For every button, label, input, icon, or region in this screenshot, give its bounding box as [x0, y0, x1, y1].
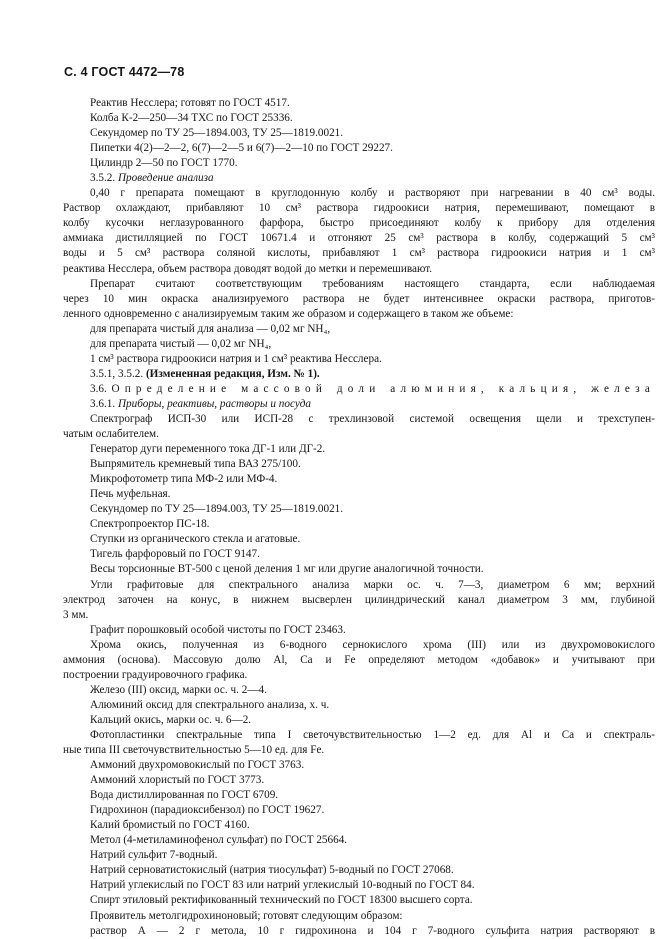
text-line: для препарата чистый — 0,02 мг NH₄,	[90, 337, 272, 350]
text-line: Тигель фарфоровый по ГОСТ 9147.	[90, 548, 260, 561]
text-line: Аммоний хлористый по ГОСТ 3773.	[90, 774, 265, 787]
section-subtitle: Проведение анализа	[117, 172, 214, 185]
text-line: Реактив Несслера; готовят по ГОСТ 4517.	[90, 97, 290, 109]
text-line: Весы торсионные ВТ-500 с ценой деления 1 мг или другие аналогичной точности.	[90, 563, 484, 576]
text-line: Угли графитовые для спектрального анализа марки ос. ч. 7—3, диаметром 6 мм; верхний	[90, 578, 655, 591]
text-line: аммония (основа). Массовую долю Al, Са и Fe определяют методом «добавок» и учитывают при	[63, 653, 655, 666]
text-line: Натрий серноватистокислый (натрия тиосульфат) 5-водный по ГОСТ 27068.	[90, 864, 454, 877]
text-line: через 10 мин окраска анализируемого раствора не будет интенсивнее окраски раствора, приготов-	[63, 292, 655, 305]
text-line: 1 см³ раствора гидроокиси натрия и 1 см³ реактива Несслера.	[90, 352, 382, 365]
page-header: С. 4 ГОСТ 4472—78	[64, 65, 185, 79]
text-line: ные типа III светочувствительностью 5—10 ед. для Fe.	[63, 744, 325, 757]
text-line: Колба К-2—250—34 ТХС по ГОСТ 25336.	[90, 112, 293, 125]
text-line: Натрий сульфит 7-водный.	[90, 849, 218, 862]
text-line: 0,40 г препарата помещают в круглодонную колбу и растворяют при нагревании в 40 см³ воды.	[90, 187, 655, 200]
text-line: Фотопластинки спектральные типа I светочувствительностью 1—2 ед. для Al и Са и спектраль-	[90, 728, 655, 741]
text-line: Секундомер по ТУ 25—1894.003, ТУ 25—1819.0021.	[90, 503, 344, 516]
text-line: Железо (III) оксид, марки ос. ч. 2—4.	[90, 683, 267, 696]
text-line: Микрофотометр типа МФ-2 или МФ-4.	[90, 473, 278, 486]
text-line: Метол (4-метиламинофенол сульфат) по ГОСТ 25664.	[90, 834, 348, 847]
text-line: для препарата чистый для анализа — 0,02 мг NH₄,	[90, 322, 331, 335]
text-line: Аммоний двухромовокислый по ГОСТ 3763.	[90, 759, 305, 772]
text-line: Генератор дуги переменного тока ДГ-1 или ДГ-2.	[90, 443, 326, 456]
text-line: ленного одновременно с анализируемым таким же образом и содержащего в таком же объеме:	[63, 307, 514, 320]
text-line: Секундомер по ТУ 25—1894.003, ТУ 25—1819.0021.	[90, 127, 344, 140]
text-line: Натрий углекислый по ГОСТ 83 или натрий углекислый 10-водный по ГОСТ 84.	[90, 879, 475, 892]
text-line: Выпрямитель кремневый типа ВАЗ 275/100.	[90, 458, 301, 471]
text-line: Алюминий оксид для спектрального анализа, х. ч.	[90, 698, 330, 711]
text-line: колбу кусочки неглазурованного фарфора, быстро присоединяют колбу к прибору для отделения	[63, 217, 655, 230]
text-line: 3.6.1. Приборы, реактивы, растворы и посуда	[90, 397, 312, 410]
text-line: электрод заточен на конус, в нижнем высверлен цилиндрический канал диаметром 3 мм, глубиной	[63, 593, 655, 606]
text-line: построении градуировочного графика.	[63, 668, 248, 681]
text-line: Препарат считают соответствующим требованиям настоящего стандарта, если наблюдаемая	[90, 277, 655, 290]
text-line: Кальций окись, марки ос. ч. 6—2.	[90, 713, 252, 726]
text-line: Вода дистиллированная по ГОСТ 6709.	[90, 789, 279, 802]
text-line: 3.5.1, 3.5.2. (Измененная редакция, Изм. № 1).	[90, 367, 320, 380]
text-line: воды и 5 см³ раствора соляной кислоты, прибавляют 1 см³ раствора гидроокиси натрия и 1 см³	[63, 247, 655, 260]
text-line: Спектропроектор ПС-18.	[90, 518, 210, 531]
section-subtitle: Приборы, реактивы, растворы и посуда	[117, 397, 312, 410]
section-title: Определение массовой доли алюминия, кальция, железа	[111, 382, 656, 395]
text-line: реактива Несслера, объем раствора доводят водой до метки и перемешивают.	[63, 262, 433, 275]
text-line: Спектрограф ИСП-30 или ИСП-28 с трехлинзовой системой освещения щели и трехступен-	[90, 412, 655, 425]
text-line: Гидрохинон (парадиоксибензол) по ГОСТ 19627.	[90, 804, 325, 817]
text-line: Спирт этиловый ректификованный технический по ГОСТ 18300 высшего сорта.	[90, 894, 473, 907]
text-line: Печь муфельная.	[90, 488, 171, 501]
text-line: Цилиндр 2—50 по ГОСТ 1770.	[90, 157, 238, 170]
text-line: Ступки из органического стекла и агатовые.	[90, 533, 301, 546]
text-line: 3.5.2. Проведение анализа	[90, 172, 214, 185]
text-line: Графит порошковый особой чистоты по ГОСТ 23463.	[90, 623, 346, 636]
document-body	[63, 96, 655, 939]
text-line: Проявитель метолгидрохиноновый; готовят следующим образом:	[90, 909, 403, 922]
text-line: чатым ослабителем.	[63, 428, 159, 441]
text-line: Раствор охлаждают, прибавляют 10 см³ раствора гидроокиси натрия, перемешивают, помещают в	[63, 202, 655, 215]
text-line: 3.6. Определение массовой доли алюминия, кальция, железа	[90, 382, 656, 395]
revision-note: (Измененная редакция, Изм. № 1).	[145, 367, 320, 380]
text-line: раствор А — 2 г метола, 10 г гидрохинона и 104 г 7-водного сульфита натрия растворяют в	[90, 924, 655, 937]
text-line: аммиака дистилляцией по ГОСТ 10671.4 и отгоняют 25 см³ раствора в колбу, содержащий 5 см³	[63, 232, 655, 245]
text-line: Пипетки 4(2)—2—2, 6(7)—2—5 и 6(7)—2—10 по ГОСТ 29227.	[90, 142, 393, 155]
text-line: 3 мм.	[63, 608, 89, 621]
text-line: Калий бромистый по ГОСТ 4160.	[90, 819, 250, 832]
text-line: Хрома окись, полученная из 6-водного сернокислого хрома (III) или из двухромовокислого	[90, 638, 655, 651]
